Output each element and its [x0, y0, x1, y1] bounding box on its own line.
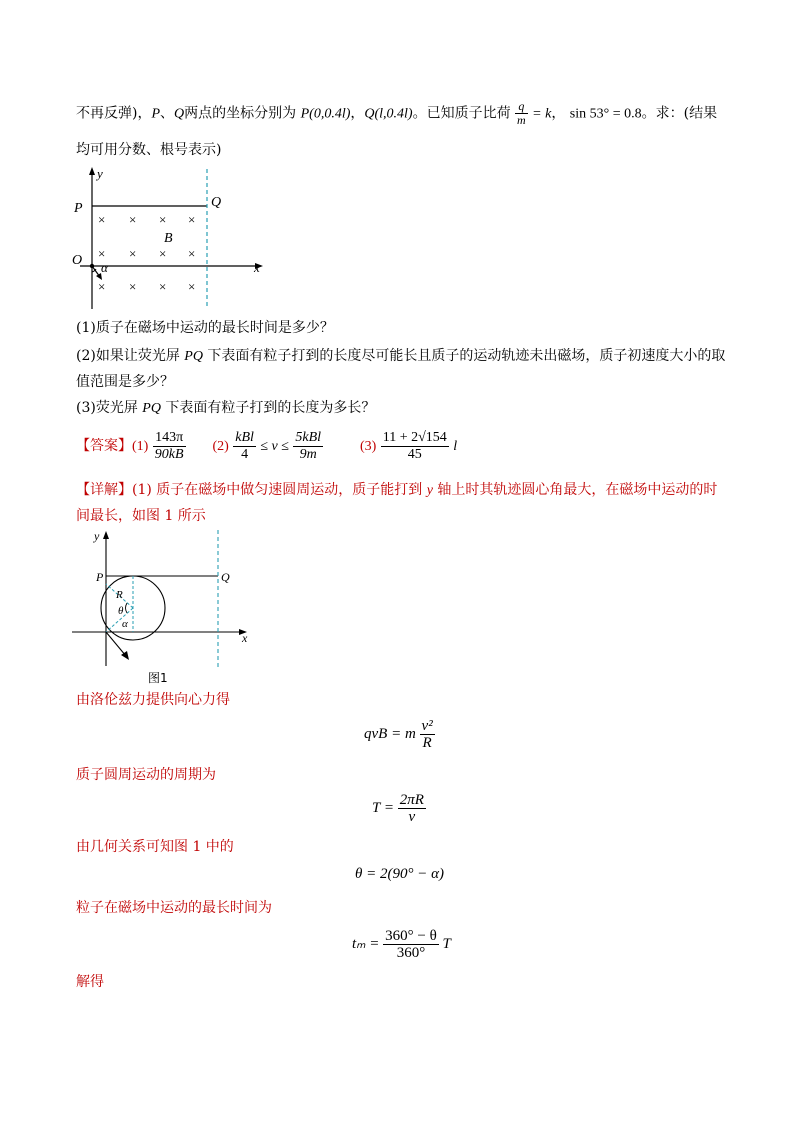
equation-lhs: qvB = m: [364, 725, 416, 742]
answer-3-tail: l: [453, 439, 458, 454]
question-text: 下表面有粒子打到的长度尽可能长且质子的运动轨迹未出磁场，质子初速度大小的取: [202, 348, 726, 364]
field-cross: ×: [159, 279, 167, 294]
point-q-label: Q: [174, 106, 185, 122]
field-cross: ×: [188, 212, 196, 227]
equation-lorentz: [364, 718, 435, 751]
fraction-denominator: R: [422, 735, 432, 751]
angle-alpha: α: [101, 260, 108, 275]
magnetic-field-crosses: [98, 212, 195, 294]
theta-label: θ: [118, 605, 124, 617]
step-solve: 解得: [76, 974, 104, 990]
figure-caption: 图1: [148, 671, 168, 685]
field-cross: ×: [159, 246, 167, 261]
charge-mass-ratio-fraction: [515, 100, 528, 127]
sin-value: sin 53° = 0.8: [569, 106, 642, 122]
alpha-label: α: [122, 618, 128, 630]
y-axis-arrow: [89, 167, 95, 175]
equation-lhs: tₘ =: [352, 935, 380, 952]
field-cross: ×: [98, 279, 106, 294]
step-geometry: 由几何关系可知图 1 中的: [76, 839, 234, 855]
detail-line-2: 间最长，如图 1 所示: [76, 508, 206, 524]
intro-line-2: 均可用分数、根号表示): [76, 142, 222, 158]
y-axis-label: y: [94, 529, 100, 543]
point-q: Q: [211, 195, 222, 210]
p-coordinate: P(0,0.4l): [300, 106, 351, 122]
field-cross: ×: [159, 212, 167, 227]
field-cross: ×: [129, 279, 137, 294]
detail-text: (1) 质子在磁场中做匀速圆周运动，质子能打到: [132, 482, 427, 498]
field-cross: ×: [188, 279, 196, 294]
equation-tail: T: [442, 935, 451, 952]
question-2: [76, 346, 725, 367]
intro-text-b: 两点的坐标分别为: [184, 105, 297, 122]
equation-fraction: [383, 928, 439, 961]
question-number: (3): [76, 400, 96, 416]
step-lorentz: 由洛伦兹力提供向心力得: [76, 692, 230, 708]
question-text: 荧光屏: [95, 400, 143, 416]
velocity-arrowhead: [121, 651, 129, 660]
intro-sep: 、: [160, 105, 175, 122]
x-axis-label: x: [254, 260, 260, 275]
question-text: 如果让荧光屏: [95, 348, 185, 364]
field-cross: ×: [129, 212, 137, 227]
question-3: [76, 398, 375, 419]
y-axis-arrow: [103, 531, 109, 539]
fraction-denominator: 360°: [396, 945, 426, 961]
y-axis-ref: y: [426, 483, 433, 498]
intro-comma-2: ，: [551, 105, 566, 122]
intro-line-1: [76, 100, 717, 127]
field-cross: ×: [188, 246, 196, 261]
question-text: 下表面有粒子打到的长度为多长？: [160, 400, 376, 416]
point-p: P: [96, 570, 104, 584]
equation-fraction: [420, 718, 435, 751]
pq-label: PQ: [184, 349, 203, 364]
detail-line-1: [76, 480, 717, 501]
pq-label: PQ: [142, 401, 161, 416]
intro-text-d: 。求：(结果: [641, 105, 718, 122]
ratio-equals-k: = k: [532, 106, 552, 122]
fraction-numerator: q: [515, 100, 528, 114]
figure-1: [66, 526, 266, 686]
y-axis-label: y: [97, 166, 103, 181]
radius-label: R: [116, 589, 123, 601]
equation-max-time: [352, 928, 451, 961]
question-1: [76, 318, 334, 338]
fraction-numerator: v²: [421, 718, 433, 734]
equation-theta: θ = 2(90° − α): [355, 866, 444, 882]
fraction-numerator: 360° − θ: [385, 928, 437, 944]
intro-comma: ，: [350, 105, 365, 122]
fraction-denominator: m: [517, 113, 526, 127]
fraction-denominator: 4: [241, 446, 249, 462]
point-q: Q: [221, 570, 230, 584]
field-cross: ×: [98, 246, 106, 261]
equation-period: [372, 792, 426, 825]
step-period: 质子圆周运动的周期为: [76, 767, 216, 783]
step-max-time: 粒子在磁场中运动的最长时间为: [76, 900, 272, 916]
fraction-denominator: v: [408, 809, 416, 825]
q-coordinate: Q(l,0.4l): [364, 106, 413, 122]
fraction-numerator: 11 + 2√154: [382, 429, 447, 445]
answer-part-2: (2): [212, 439, 229, 454]
answer-part-3: (3): [359, 439, 377, 454]
origin-label: O: [72, 253, 83, 268]
equation-fraction: [398, 792, 426, 825]
field-cross: ×: [98, 212, 106, 227]
answer-1-fraction: [153, 430, 186, 463]
question-text: 质子在磁场中运动的最长时间是多少？: [95, 320, 334, 336]
question-2-cont: 值范围是多少？: [76, 374, 174, 390]
answer-line: [76, 426, 457, 467]
detail-label: 【详解】: [76, 482, 132, 498]
question-number: (1): [76, 320, 96, 336]
intro-text-a: 不再反弹)，: [76, 105, 152, 122]
answer-2-lower-fraction: [233, 430, 256, 463]
question-number: (2): [76, 348, 96, 364]
answer-label: 【答案】: [76, 438, 132, 454]
fraction-denominator: 45: [407, 446, 422, 462]
x-axis-label: x: [242, 631, 248, 645]
point-p: P: [74, 201, 83, 216]
intro-text-c: 。已知质子比荷: [412, 105, 511, 122]
field-b-label: B: [164, 231, 173, 246]
field-diagram: [66, 164, 286, 314]
fraction-numerator: 2πR: [399, 792, 424, 808]
theta-arc: [126, 603, 128, 613]
fraction-denominator: 9m: [299, 446, 317, 462]
equation-lhs: T =: [372, 799, 394, 816]
fraction-numerator: 143π: [153, 430, 186, 447]
answer-part-1: (1): [132, 439, 149, 454]
fraction-denominator: 90kB: [154, 446, 184, 462]
answer-2-inequality: ≤ v ≤: [260, 439, 289, 454]
point-p-label: P: [151, 106, 161, 122]
fraction-numerator: kBl: [235, 429, 254, 445]
field-cross: ×: [129, 246, 137, 261]
answer-3-fraction: [381, 430, 449, 463]
fraction-numerator: 5kBl: [295, 429, 322, 445]
answer-2-upper-fraction: [293, 430, 323, 463]
detail-text: 轴上时其轨迹圆心角最大，在磁场中运动的时: [432, 482, 718, 498]
